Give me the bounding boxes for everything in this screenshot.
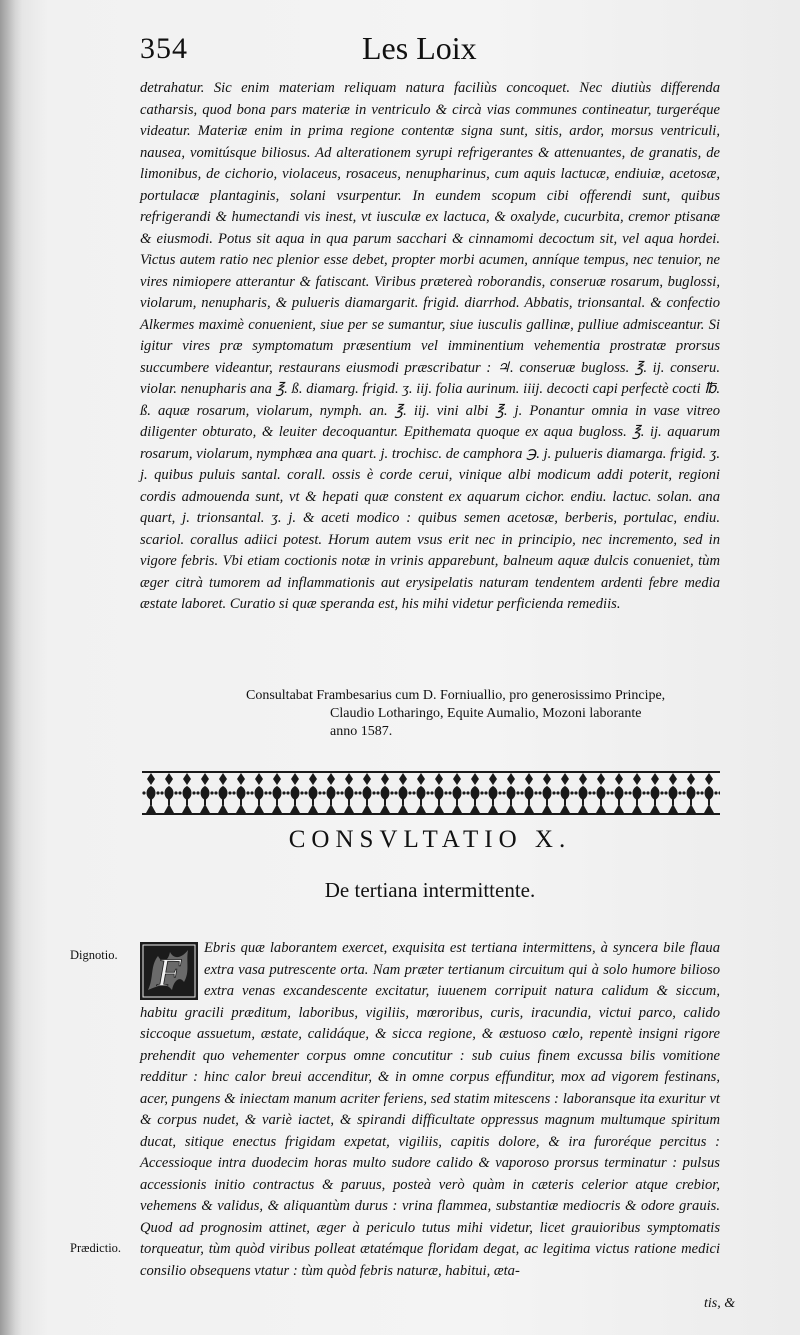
signature-line-1: Consultabat Frambesarius cum D. Forniuallio, pro generosissimo Principe, [246, 688, 666, 703]
signature-line-3: anno 1587. [330, 724, 393, 739]
consultation-signature [246, 687, 722, 741]
decorative-ornament-band [142, 771, 720, 815]
running-title: Les Loix [362, 30, 477, 66]
continuation-paragraph: detrahatur. Sic enim materiam reliquam natura faciliùs concoquet. Nec diutiùs differenda catharsis, quod bona pars materiæ in ventriculo & circà vias communes contineatur, turgeréque videatur. Materiæ enim in prima regione contentæ signa sunt, sitis, ardor, morsus ventriculi, nausea, vomitúsque biliosus. Ad alterationem syrupi refrigerantes & attenuantes, de granatis, de limonibus, de cichorio, violaceus, rosaceus, nenupharinus, cum aquis lactucæ, endiuiæ, acetosæ, portulacæ plantaginis, solani vsurpentur. In eundem scopum cibi offerendi sunt, quibus refrigerandi & humectandi vis inest, vt iusculæ ex lactuca, & oxalyde, cucurbita, cremor ptisanæ & eiusmodi. Potus sit aqua in qua parum sacchari & cinnamomi decoctum sit, vel aqua hordei. Victus autem ratio nec plenior esse debet, propter morbi acumen, anníque tempus, nec tenuior, ne vires nimiopere atterantur & fatiscant. Viribus prætereà roborandis, conseruæ rosarum, buglossi, violarum, nenupharis, & pulueris diamargarit. frigid. diarrhod. Abbatis, trionsantal. & confectio Alkermes maximè conuenient, siue per se sumantur, siue iusculis gallinæ, pulliue admisceantur. Si igitur vires præ symptomatum præsentium vel imminentium vehementia prostratæ prorsus succumbere videantur, restaurans eiusmodi præscribatur : ♃. conseruæ bugloss. ℥. ij. conseru. violar. nenupharis ana ℥. ß. diamarg. frigid. ʒ. iij. folia aurinum. iiij. decocti capi perfectè cocti ℔. ß. aquæ rosarum, violarum, nymph. an. ℥. iij. vini albi ℥. j. Ponantur omnia in vase vitreo diligenter obturato, & leuiter decoquantur. Epithemata quoque ex aqua bugloss. ℥. ij. aquarum rosarum, violarum, nymphæa ana quart. j. trochisc. de camphora ℈. j. pulueris diamarga. frigid. ʒ. j. quibus puluis santal. corall. ossis è corde cerui, vinique albi modicum addi poterit, regioni cordis admouenda sunt, vt & hepati quæ constent ex aquarum cichor. endiu. lactuc. solan. ana quart, j. trionsantal. ʒ. j. & aceti modico : quibus semen acetosæ, berberis, portulac, endiu. scariol. corallus adiici potest. Horum autem vsus erit nec in principio, nec incremento, sed in vigore febris. Vbi etiam coctionis notæ in vrinis apparebunt, balneum aquæ dulcis conueniet, tùm æger citrà tumorem ad inflammationis aut erysipelatis naturam tendentem ardenti febre media æstate laboret. Curatio si quæ speranda est, his mihi videtur perficienda remediis. [140, 80, 720, 612]
catchword: tis, & [704, 1296, 736, 1311]
consultation-body-text: Ebris quæ laborantem exercet, exquisita est tertiana intermittens, à syncera bile flaua extra vasa putrescente orta. Nam præter tertianum circuitum qui à solo humore bilioso extra venas excandescente excitatur, iuuenem corripuit natura calidum & siccum, habitu gracili præditum, laboribus, vigiliis, mœroribus, curis, iracundia, victui parco, calido siccoque assuetum, æstate, calidáque, & sicca regione, & æstuoso cœlo, repentè insigni rigore prehendit quo vehementer corpus omne concutitur : sub cuius finem excussa bilis vomitione redditur : hinc calor breui accenditur, & in omne corpus effunditur, mox ad vigorem festinans, acer, pungens & iniectam manum acriter feriens, sed statim mitescens : laboransque ita exuritur vt & corpus nudet, & variè iactet, & spirandi difficultate oppressus magnum multumque spiritum ducat, sitique enectus frigidam expetat, vigiliis, capitis dolore, & ira furoréque percitus : Accessioque intra duodecim horas multo sudore calido & vaporoso prorsus terminatur : pulsus accessionis initio contractus & paruus, posteà verò quàm in cæteris celerior atque crebior, vehemens & validus, & aliquantùm durus : vrina flammea, substantiæ mediocris & odore grauis. Quod ad prognosim attinet, æger à periculo tutus mihi videtur, licet grauioribus symptomatis torqueatur, tùm quòd viribus polleat ætatémque floridam degat, ac legitima victus ratione medici consilio obsequens vtatur : tùm quòd febris naturæ, habitui, æta- [140, 940, 720, 1279]
page-header [140, 30, 720, 70]
consultation-title: CONSVLTATIO X. [288, 826, 572, 853]
decorated-initial [140, 942, 198, 1000]
marginal-note-praedictio: Prædictio. [70, 1241, 122, 1255]
signature-line-2: Claudio Lotharingo, Equite Aumalio, Mozoni laborante [330, 706, 642, 721]
marginal-note-dignotio: Dignotio. [70, 948, 118, 962]
dropcap-letter: F [156, 950, 182, 995]
page-number: 354 [140, 32, 188, 65]
consultation-subject: De tertiana intermittente. [324, 878, 536, 902]
decorated-initial-graphic [140, 942, 198, 1000]
ornament-band-graphic [142, 771, 720, 815]
consultation-body-paragraph [140, 938, 720, 1282]
page-spine-shadow [0, 0, 22, 1335]
